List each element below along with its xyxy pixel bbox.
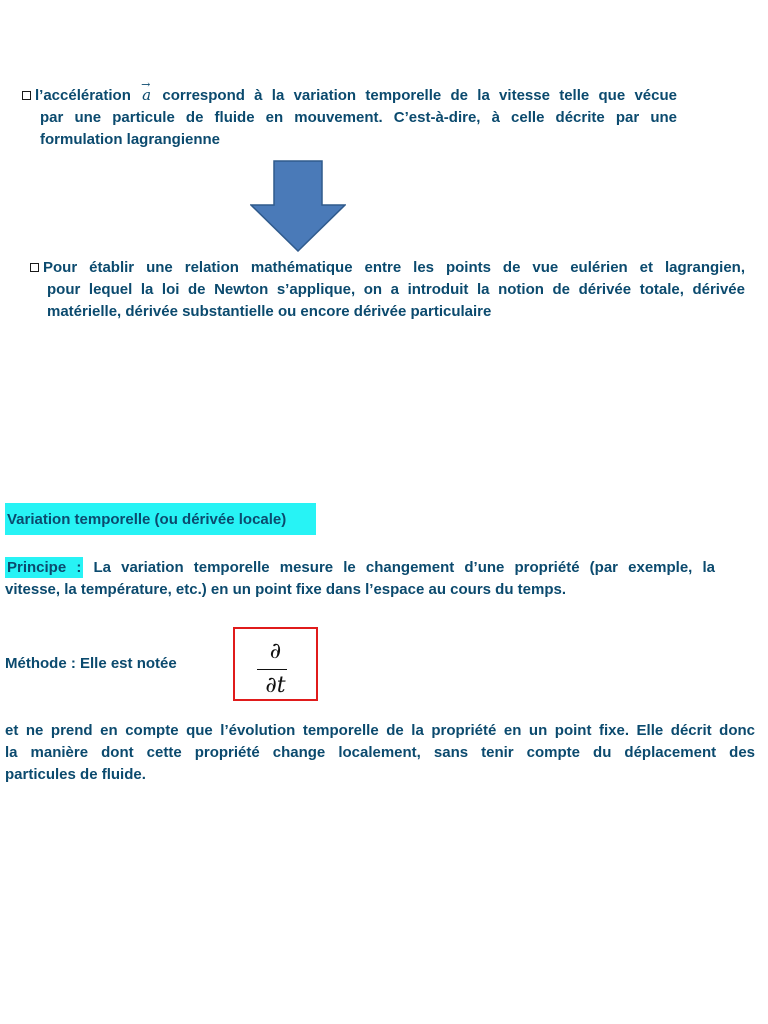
notation-numerator: ∂ [269, 639, 282, 664]
bullet-derivee-totale [30, 257, 745, 323]
method-paragraph [5, 720, 755, 786]
vector-a-symbol: → a [140, 84, 153, 106]
down-arrow-icon [250, 160, 346, 252]
principle-paragraph [5, 557, 715, 601]
checkbox-bullet-icon [30, 263, 39, 272]
principle-line-1: Principe : La variation temporelle mesure le changement d’une propriété (par exemple, la [7, 559, 715, 576]
bullet1-line-3: formulation lagrangienne [40, 131, 221, 148]
bullet2-line-2: pour lequel la loi de Newton s’applique, on a introduit la notion de dérivée totale, dérivée [47, 281, 745, 298]
checkbox-bullet-icon [22, 91, 31, 100]
bullet1-line-1: l’accélération → a correspond à la variation temporelle de la vitesse telle que vécue [22, 84, 677, 107]
principle-label: Principe : [7, 559, 82, 576]
method-line-2: la manière dont cette propriété change localement, sans tenir compte du déplacement des [5, 744, 755, 761]
section-heading: Variation temporelle (ou dérivée locale) [5, 503, 316, 535]
principle-line-2: vitesse, la température, etc.) en un point fixe dans l’espace au cours du temps. [5, 581, 567, 598]
fraction-bar [257, 669, 287, 670]
method-label: Méthode : Elle est notée [5, 655, 177, 672]
method-line-1: et ne prend en compte que l’évolution temporelle de la propriété en un point fixe. Elle décrit donc [5, 722, 755, 739]
method-line-3: particules de fluide. [5, 766, 146, 783]
bullet2-line-3: matérielle, dérivée substantielle ou encore dérivée particulaire [47, 303, 492, 320]
notation-denominator: ∂t [265, 673, 286, 698]
bullet-acceleration [22, 84, 677, 151]
bullet2-line-1: Pour établir une relation mathématique entre les points de vue eulérien et lagrangien, [30, 257, 745, 279]
bullet1-line-2: par une particule de fluide en mouvement. C’est-à-dire, à celle décrite par une [40, 109, 677, 126]
partial-derivative-notation [233, 627, 318, 701]
